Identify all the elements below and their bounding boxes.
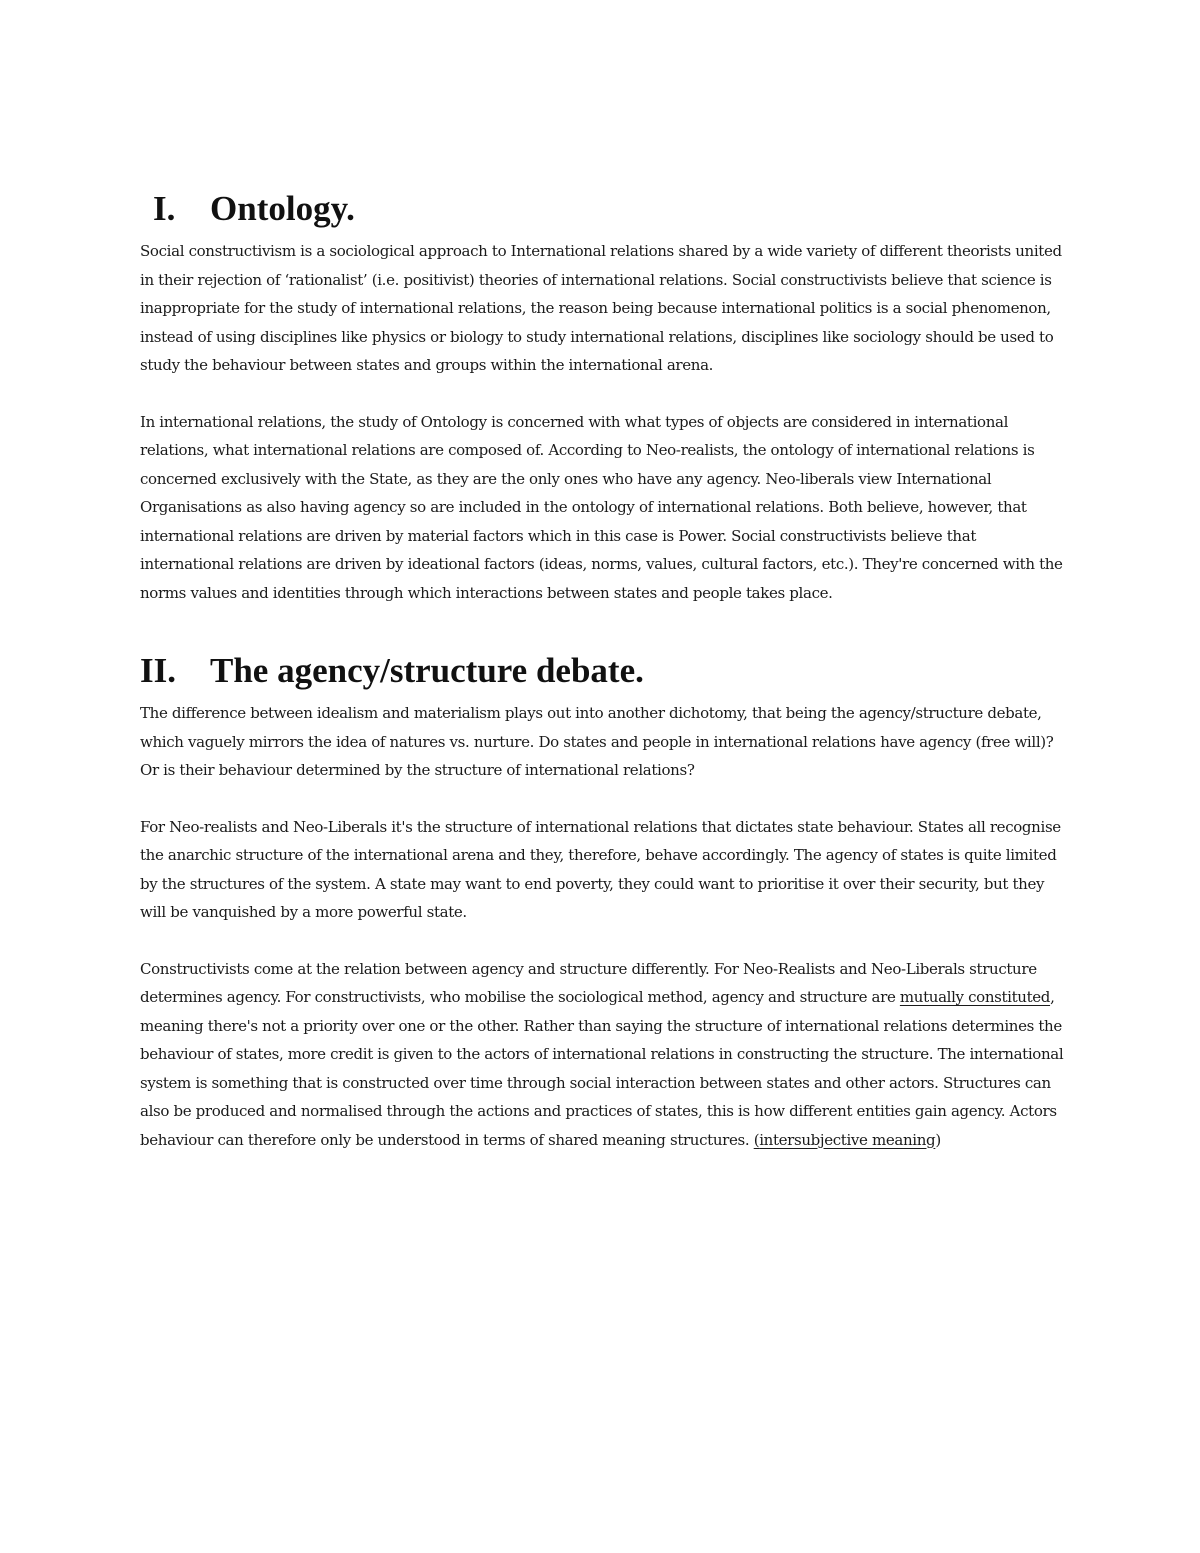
paragraph-text: , meaning there's not a priority over one or the other. Rather than saying the structure of international relations determines the behaviour of states, more credit is given to the actors of international relations in constructing the structure. The international system is something that is constructed over time through social interaction between states and other actors. Structures can also be produced and normalised through the actions and practices of states, this is how different entities gain agency. Actors behaviour can therefore only be understood in terms of shared meaning structures. (140, 988, 1064, 1149)
section-heading-agency-structure (140, 650, 1065, 692)
underlined-term-mutually-constituted: mutually constituted (899, 988, 1051, 1006)
paren-open: ( (753, 1130, 760, 1149)
underlined-term-intersubjective-meaning: intersubjective meaning (759, 1130, 936, 1149)
paragraph-agency-1: The difference between idealism and materialism plays out into another dichotomy, that being the agency/structure debate, which vaguely mirrors the idea of natures vs. nurture. Do states and people in international relations have agency (free will)? Or is their behaviour determined by the structure of international relations? (140, 704, 1054, 779)
section-heading-ontology (140, 188, 1065, 230)
paragraph-text: Constructivists come at the relation between agency and structure differently. For Neo-Realists and Neo-Liberals structure determines agency. For constructivists, who mobilise the sociological method, agency and structure are (140, 959, 1037, 1006)
paragraph-ontology-1: Social constructivism is a sociological approach to International relations shared by a wide variety of different theorists united in their rejection of ‘rationalist’ (i.e. positivist) theories of international relations. Social constructivists believe that science is inappropriate for the study of international relations, the reason being because international politics is a social phenomenon, instead of using disciplines like physics or biology to study international relations, disciplines like sociology should be used to study the behaviour between states and groups within the international arena. (140, 242, 1062, 374)
paragraph-ontology-2: In international relations, the study of Ontology is concerned with what types of objects are considered in international relations, what international relations are composed of. According to Neo-realists, the ontology of international relations is concerned exclusively with the State, as they are the only ones who have any agency. Neo-liberals view International Organisations as also having agency so are included in the ontology of international relations. Both believe, however, that international relations are driven by material factors which in this case is Power. Social constructivists believe that international relations are driven by ideational factors (ideas, norms, values, cultural factors, etc.). They're concerned with the norms values and identities through which interactions between states and people takes place. (140, 412, 1063, 602)
section-title: Ontology. (210, 189, 355, 228)
paragraph-agency-3 (140, 955, 1065, 1155)
section-number: II. (140, 651, 176, 690)
paren-close: ) (935, 1130, 941, 1149)
document-body (140, 188, 1065, 1154)
paragraph-agency-2: For Neo-realists and Neo-Liberals it's the structure of international relations that dictates state behaviour. States all recognise the anarchic structure of the international arena and they, therefore, behave accordingly. The agency of states is quite limited by the structures of the system. A state may want to end poverty, they could want to prioritise it over their security, but they will be vanquished by a more powerful state. (140, 817, 1061, 921)
section-number: I. (153, 189, 176, 228)
section-title: The agency/structure debate. (210, 651, 644, 690)
